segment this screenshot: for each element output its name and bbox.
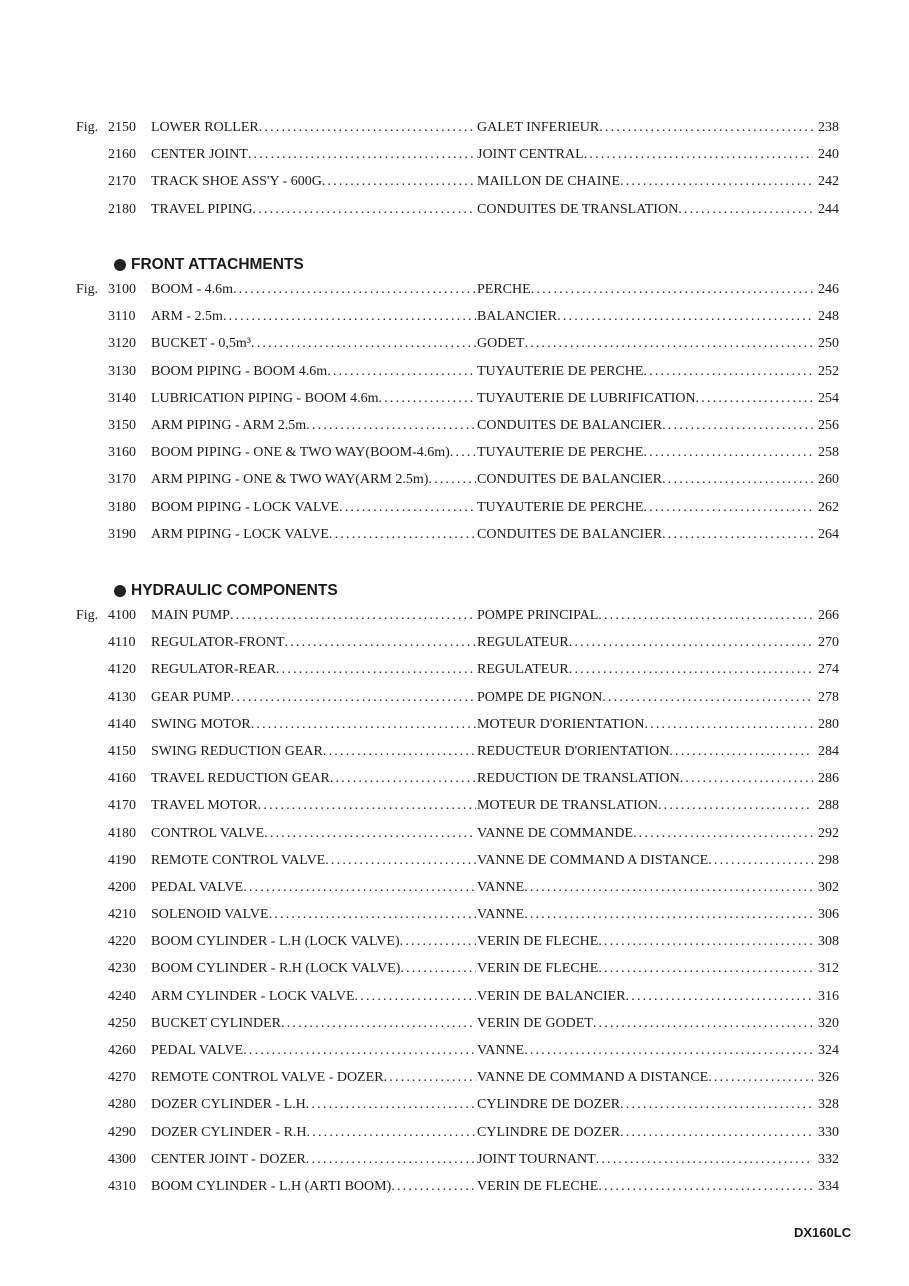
dot-leader xyxy=(269,907,476,923)
english-title: LUBRICATION PIPING - BOOM 4.6m ..... xyxy=(151,391,476,407)
page-number: 238 xyxy=(818,120,839,135)
english-title: TRAVEL MOTOR ..... xyxy=(151,798,476,814)
french-title: CONDUITES DE BALANCIER ..... xyxy=(477,418,813,434)
english-title: BOOM - 4.6m ..... xyxy=(151,282,476,298)
dot-leader xyxy=(633,826,813,842)
french-title: VERIN DE GODET ..... xyxy=(477,1016,813,1032)
toc-entry[interactable] xyxy=(0,336,909,363)
dot-leader xyxy=(230,608,476,624)
dot-leader xyxy=(384,1070,476,1086)
page-number: 242 xyxy=(818,174,839,190)
english-title: ARM PIPING - LOCK VALVE ..... xyxy=(151,527,476,543)
dot-leader xyxy=(248,147,476,163)
page-number: 270 xyxy=(818,635,839,651)
dot-leader xyxy=(658,798,813,814)
dot-leader xyxy=(620,1097,813,1113)
toc-entry[interactable] xyxy=(0,445,909,472)
toc-entry[interactable] xyxy=(0,880,909,907)
page-number: 286 xyxy=(818,771,839,787)
page-number: 306 xyxy=(818,907,839,923)
french-title: CYLINDRE DE DOZER ..... xyxy=(477,1125,813,1141)
page-number: 334 xyxy=(818,1178,839,1194)
english-title: CENTER JOINT - DOZER ..... xyxy=(151,1152,476,1168)
dot-leader xyxy=(231,690,476,706)
toc-entry[interactable] xyxy=(0,907,909,934)
dot-leader xyxy=(285,635,476,651)
toc-entry[interactable] xyxy=(0,147,909,174)
fig-number: 4180 xyxy=(108,825,136,841)
page-number: 260 xyxy=(818,472,839,488)
section-heading xyxy=(114,256,304,274)
french-title: REDUCTION DE TRANSLATION ..... xyxy=(477,771,813,787)
dot-leader xyxy=(251,717,476,733)
french-title: VERIN DE FLECHE ..... xyxy=(477,1179,813,1195)
english-title: CENTER JOINT ..... xyxy=(151,147,476,163)
dot-leader xyxy=(251,336,476,352)
heading-text: HYDRAULIC COMPONENTS xyxy=(131,582,338,599)
fig-number: 3140 xyxy=(108,390,136,406)
fig-number: 4230 xyxy=(108,961,136,977)
dot-leader xyxy=(598,961,813,977)
french-title: VERIN DE BALANCIER ..... xyxy=(477,989,813,1005)
toc-entry[interactable] xyxy=(0,798,909,825)
fig-number: 3100 xyxy=(108,282,136,297)
fig-number: 4220 xyxy=(108,934,136,950)
dot-leader xyxy=(644,717,813,733)
fig-number: 4310 xyxy=(108,1178,136,1194)
dot-leader xyxy=(584,147,813,163)
french-title: VANNE ..... xyxy=(477,880,813,896)
english-title: SWING REDUCTION GEAR ..... xyxy=(151,744,476,760)
french-title: POMPE DE PIGNON ..... xyxy=(477,690,813,706)
page-number: 302 xyxy=(818,879,839,895)
dot-leader xyxy=(322,174,476,190)
dot-leader xyxy=(325,853,476,869)
toc-entry[interactable] xyxy=(0,364,909,391)
english-title: SOLENOID VALVE ..... xyxy=(151,907,476,923)
dot-leader xyxy=(662,527,813,543)
english-title: TRACK SHOE ASS'Y - 600G ..... xyxy=(151,174,476,190)
english-title: BOOM PIPING - BOOM 4.6m ..... xyxy=(151,364,476,380)
toc-entry[interactable] xyxy=(0,472,909,499)
page-number: 316 xyxy=(818,988,839,1004)
dot-leader xyxy=(253,202,476,218)
french-title: MOTEUR DE TRANSLATION ..... xyxy=(477,798,813,814)
english-title: DOZER CYLINDER - R.H ..... xyxy=(151,1125,476,1141)
toc-entry[interactable] xyxy=(0,961,909,988)
dot-leader xyxy=(524,880,813,896)
english-title: PEDAL VALVE ..... xyxy=(151,1043,476,1059)
fig-number: 4280 xyxy=(108,1097,136,1113)
toc-entry[interactable] xyxy=(0,1043,909,1070)
toc-entry[interactable] xyxy=(0,120,909,147)
dot-leader xyxy=(626,989,813,1005)
fig-number: 4300 xyxy=(108,1151,136,1167)
dot-leader xyxy=(306,1152,476,1168)
dot-leader xyxy=(680,771,813,787)
dot-leader xyxy=(306,1097,476,1113)
english-title: BOOM CYLINDER - L.H (LOCK VALVE) ..... xyxy=(151,934,476,950)
english-title: ARM - 2.5m ..... xyxy=(151,309,476,325)
french-title: JOINT TOURNANT ..... xyxy=(477,1152,813,1168)
page-number: 320 xyxy=(818,1015,839,1031)
toc-entry[interactable] xyxy=(0,1097,909,1124)
french-title: TUYAUTERIE DE PERCHE ..... xyxy=(477,500,813,516)
page-number: 250 xyxy=(818,336,839,352)
bullet-icon xyxy=(114,585,126,597)
toc-entry[interactable] xyxy=(0,989,909,1016)
page-number: 258 xyxy=(818,445,839,461)
page-number: 312 xyxy=(818,961,839,977)
fig-number: 4250 xyxy=(108,1015,136,1031)
dot-leader xyxy=(259,120,476,136)
toc-entry[interactable] xyxy=(0,690,909,717)
french-title: POMPE PRINCIPAL ..... xyxy=(477,608,813,624)
page-number: 278 xyxy=(818,689,839,705)
french-title: VANNE DE COMMAND A DISTANCE ..... xyxy=(477,1070,813,1086)
dot-leader xyxy=(643,364,813,380)
fig-number: 2180 xyxy=(108,201,136,217)
french-title: TUYAUTERIE DE PERCHE ..... xyxy=(477,364,813,380)
dot-leader xyxy=(233,282,476,298)
fig-number: 4170 xyxy=(108,798,136,814)
dot-leader xyxy=(593,1016,813,1032)
french-title: VANNE DE COMMAND A DISTANCE ..... xyxy=(477,853,813,869)
toc-entry[interactable] xyxy=(0,500,909,527)
fig-label: Fig. xyxy=(76,120,99,135)
bullet-icon xyxy=(114,259,126,271)
page-number: 308 xyxy=(818,934,839,950)
fig-number: 4140 xyxy=(108,716,136,732)
toc-entry[interactable] xyxy=(0,771,909,798)
french-title: BALANCIER ..... xyxy=(477,309,813,325)
english-title: ARM CYLINDER - LOCK VALVE ..... xyxy=(151,989,476,1005)
fig-label: Fig. xyxy=(76,608,99,623)
english-title: CONTROL VALVE ..... xyxy=(151,826,476,842)
dot-leader xyxy=(569,662,813,678)
english-title: LOWER ROLLER ..... xyxy=(151,120,476,136)
dot-leader xyxy=(643,445,813,461)
fig-number: 4110 xyxy=(108,635,136,651)
dot-leader xyxy=(662,418,813,434)
dot-leader xyxy=(327,364,476,380)
french-title: REDUCTEUR D'ORIENTATION ..... xyxy=(477,744,813,760)
toc-entry[interactable] xyxy=(0,282,909,309)
page-number: 262 xyxy=(818,499,839,515)
dot-leader xyxy=(258,798,476,814)
french-title: CONDUITES DE BALANCIER ..... xyxy=(477,527,813,543)
toc-entry[interactable] xyxy=(0,1152,909,1179)
fig-number: 4130 xyxy=(108,689,136,705)
page-number: 324 xyxy=(818,1043,839,1058)
dot-leader xyxy=(524,336,813,352)
fig-number: 3110 xyxy=(108,309,136,325)
fig-number: 4270 xyxy=(108,1070,136,1086)
toc-entry[interactable] xyxy=(0,391,909,418)
english-title: ARM PIPING - ONE & TWO WAY(ARM 2.5m) ..... xyxy=(151,472,476,488)
toc-entry[interactable] xyxy=(0,202,909,229)
section-hydraulic-components xyxy=(0,608,909,1206)
page-number: 330 xyxy=(818,1124,839,1140)
french-title: GODET ..... xyxy=(477,336,813,352)
french-title: VERIN DE FLECHE ..... xyxy=(477,934,813,950)
english-title: MAIN PUMP ..... xyxy=(151,608,476,624)
fig-number: 2150 xyxy=(108,120,136,135)
dot-leader xyxy=(524,907,813,923)
page-number: 248 xyxy=(818,309,839,325)
page-number: 252 xyxy=(818,363,839,379)
dot-leader xyxy=(400,934,476,950)
toc-entry[interactable] xyxy=(0,826,909,853)
dot-leader xyxy=(306,418,476,434)
dot-leader xyxy=(339,500,476,516)
dot-leader xyxy=(243,1043,476,1059)
dot-leader xyxy=(223,309,476,325)
french-title: MOTEUR D'ORIENTATION ..... xyxy=(477,717,813,733)
french-title: TUYAUTERIE DE PERCHE ..... xyxy=(477,445,813,461)
fig-number: 3130 xyxy=(108,363,136,379)
fig-number: 4100 xyxy=(108,608,136,623)
fig-number: 3170 xyxy=(108,472,136,488)
page-number: 240 xyxy=(818,147,839,163)
english-title: BUCKET CYLINDER ..... xyxy=(151,1016,476,1032)
toc-entry[interactable] xyxy=(0,1125,909,1152)
dot-leader xyxy=(281,1016,476,1032)
section-undercarriage xyxy=(0,120,909,229)
dot-leader xyxy=(531,282,813,298)
dot-leader xyxy=(323,744,476,760)
toc-entry[interactable] xyxy=(0,717,909,744)
dot-leader xyxy=(276,662,476,678)
page-number: 280 xyxy=(818,716,839,732)
fig-number: 4160 xyxy=(108,771,136,787)
fig-number: 4210 xyxy=(108,907,136,923)
dot-leader xyxy=(620,1125,813,1141)
english-title: ARM PIPING - ARM 2.5m ..... xyxy=(151,418,476,434)
page-number: 246 xyxy=(818,282,839,297)
toc-entry[interactable] xyxy=(0,1070,909,1097)
dot-leader xyxy=(569,635,813,651)
toc-entry[interactable] xyxy=(0,309,909,336)
page-number: 274 xyxy=(818,662,839,678)
french-title: VANNE ..... xyxy=(477,1043,813,1059)
toc-entry[interactable] xyxy=(0,608,909,635)
fig-number: 3150 xyxy=(108,417,136,433)
dot-leader xyxy=(662,472,813,488)
page-number: 244 xyxy=(818,201,839,217)
fig-number: 3190 xyxy=(108,526,136,542)
dot-leader xyxy=(599,120,813,136)
dot-leader xyxy=(620,174,813,190)
english-title: PEDAL VALVE ..... xyxy=(151,880,476,896)
french-title: VANNE ..... xyxy=(477,907,813,923)
dot-leader xyxy=(669,744,813,760)
dot-leader xyxy=(400,961,476,977)
toc-entry[interactable] xyxy=(0,853,909,880)
page-number: 332 xyxy=(818,1151,839,1167)
fig-label: Fig. xyxy=(76,282,99,297)
dot-leader xyxy=(329,527,476,543)
page-number: 328 xyxy=(818,1097,839,1113)
french-title: PERCHE ..... xyxy=(477,282,813,298)
fig-number: 4290 xyxy=(108,1124,136,1140)
toc-entry[interactable] xyxy=(0,1179,909,1206)
dot-leader xyxy=(596,1152,813,1168)
french-title: CYLINDRE DE DOZER ..... xyxy=(477,1097,813,1113)
dot-leader xyxy=(678,202,813,218)
dot-leader xyxy=(379,391,476,407)
page-number: 266 xyxy=(818,608,839,623)
toc-entry[interactable] xyxy=(0,635,909,662)
fig-number: 4150 xyxy=(108,743,136,759)
page-number: 298 xyxy=(818,852,839,868)
dot-leader xyxy=(307,1125,476,1141)
fig-number: 2170 xyxy=(108,174,136,190)
french-title: CONDUITES DE TRANSLATION ..... xyxy=(477,202,813,218)
page-number: 326 xyxy=(818,1070,839,1086)
dot-leader xyxy=(428,472,476,488)
french-title: JOINT CENTRAL ..... xyxy=(477,147,813,163)
dot-leader xyxy=(602,690,813,706)
dot-leader xyxy=(355,989,476,1005)
dot-leader xyxy=(264,826,476,842)
english-title: REGULATOR-FRONT ..... xyxy=(151,635,476,651)
page-number: 254 xyxy=(818,390,839,406)
french-title: MAILLON DE CHAINE ..... xyxy=(477,174,813,190)
dot-leader xyxy=(330,771,476,787)
english-title: DOZER CYLINDER - L.H ..... xyxy=(151,1097,476,1113)
english-title: REMOTE CONTROL VALVE ..... xyxy=(151,853,476,869)
fig-number: 4240 xyxy=(108,988,136,1004)
fig-number: 3180 xyxy=(108,499,136,515)
english-title: BOOM CYLINDER - R.H (LOCK VALVE) ..... xyxy=(151,961,476,977)
fig-number: 3120 xyxy=(108,336,136,352)
dot-leader xyxy=(598,1179,813,1195)
dot-leader xyxy=(243,880,476,896)
dot-leader xyxy=(696,391,813,407)
toc-entry[interactable] xyxy=(0,744,909,771)
french-title: GALET INFERIEUR ..... xyxy=(477,120,813,136)
dot-leader xyxy=(391,1179,476,1195)
toc-entry[interactable] xyxy=(0,1016,909,1043)
fig-number: 2160 xyxy=(108,147,136,163)
english-title: REMOTE CONTROL VALVE - DOZER ..... xyxy=(151,1070,476,1086)
page-number: 284 xyxy=(818,743,839,759)
fig-number: 4120 xyxy=(108,662,136,678)
dot-leader xyxy=(598,934,813,950)
page-number: 288 xyxy=(818,798,839,814)
fig-number: 3160 xyxy=(108,445,136,461)
page-number: 256 xyxy=(818,417,839,433)
french-title: VERIN DE FLECHE ..... xyxy=(477,961,813,977)
english-title: TRAVEL PIPING ..... xyxy=(151,202,476,218)
english-title: SWING MOTOR ..... xyxy=(151,717,476,733)
section-front-attachments xyxy=(0,282,909,554)
english-title: BOOM CYLINDER - L.H (ARTI BOOM) ..... xyxy=(151,1179,476,1195)
dot-leader xyxy=(708,853,813,869)
english-title: TRAVEL REDUCTION GEAR ..... xyxy=(151,771,476,787)
dot-leader xyxy=(524,1043,813,1059)
dot-leader xyxy=(708,1070,813,1086)
fig-number: 4260 xyxy=(108,1043,136,1058)
english-title: GEAR PUMP ..... xyxy=(151,690,476,706)
fig-number: 4200 xyxy=(108,879,136,895)
dot-leader xyxy=(598,608,813,624)
model-footer: DX160LC xyxy=(794,1225,852,1240)
french-title: REGULATEUR ..... xyxy=(477,635,813,651)
english-title: BOOM PIPING - ONE & TWO WAY(BOOM-4.6m) ..... xyxy=(151,445,476,461)
english-title: BUCKET - 0,5m³ ..... xyxy=(151,336,476,352)
toc-entry[interactable] xyxy=(0,174,909,201)
french-title: VANNE DE COMMANDE ..... xyxy=(477,826,813,842)
english-title: REGULATOR-REAR ..... xyxy=(151,662,476,678)
page-number: 292 xyxy=(818,825,839,841)
page-number: 264 xyxy=(818,526,839,542)
french-title: REGULATEUR ..... xyxy=(477,662,813,678)
heading-text: FRONT ATTACHMENTS xyxy=(131,256,304,273)
dot-leader xyxy=(557,309,813,325)
dot-leader xyxy=(643,500,813,516)
toc-entry[interactable] xyxy=(0,662,909,689)
dot-leader xyxy=(450,445,476,461)
english-title: BOOM PIPING - LOCK VALVE ..... xyxy=(151,500,476,516)
french-title: TUYAUTERIE DE LUBRIFICATION ..... xyxy=(477,391,813,407)
toc-entry[interactable] xyxy=(0,934,909,961)
section-heading xyxy=(114,582,338,600)
french-title: CONDUITES DE BALANCIER ..... xyxy=(477,472,813,488)
toc-entry[interactable] xyxy=(0,418,909,445)
toc-entry[interactable] xyxy=(0,527,909,554)
fig-number: 4190 xyxy=(108,852,136,868)
